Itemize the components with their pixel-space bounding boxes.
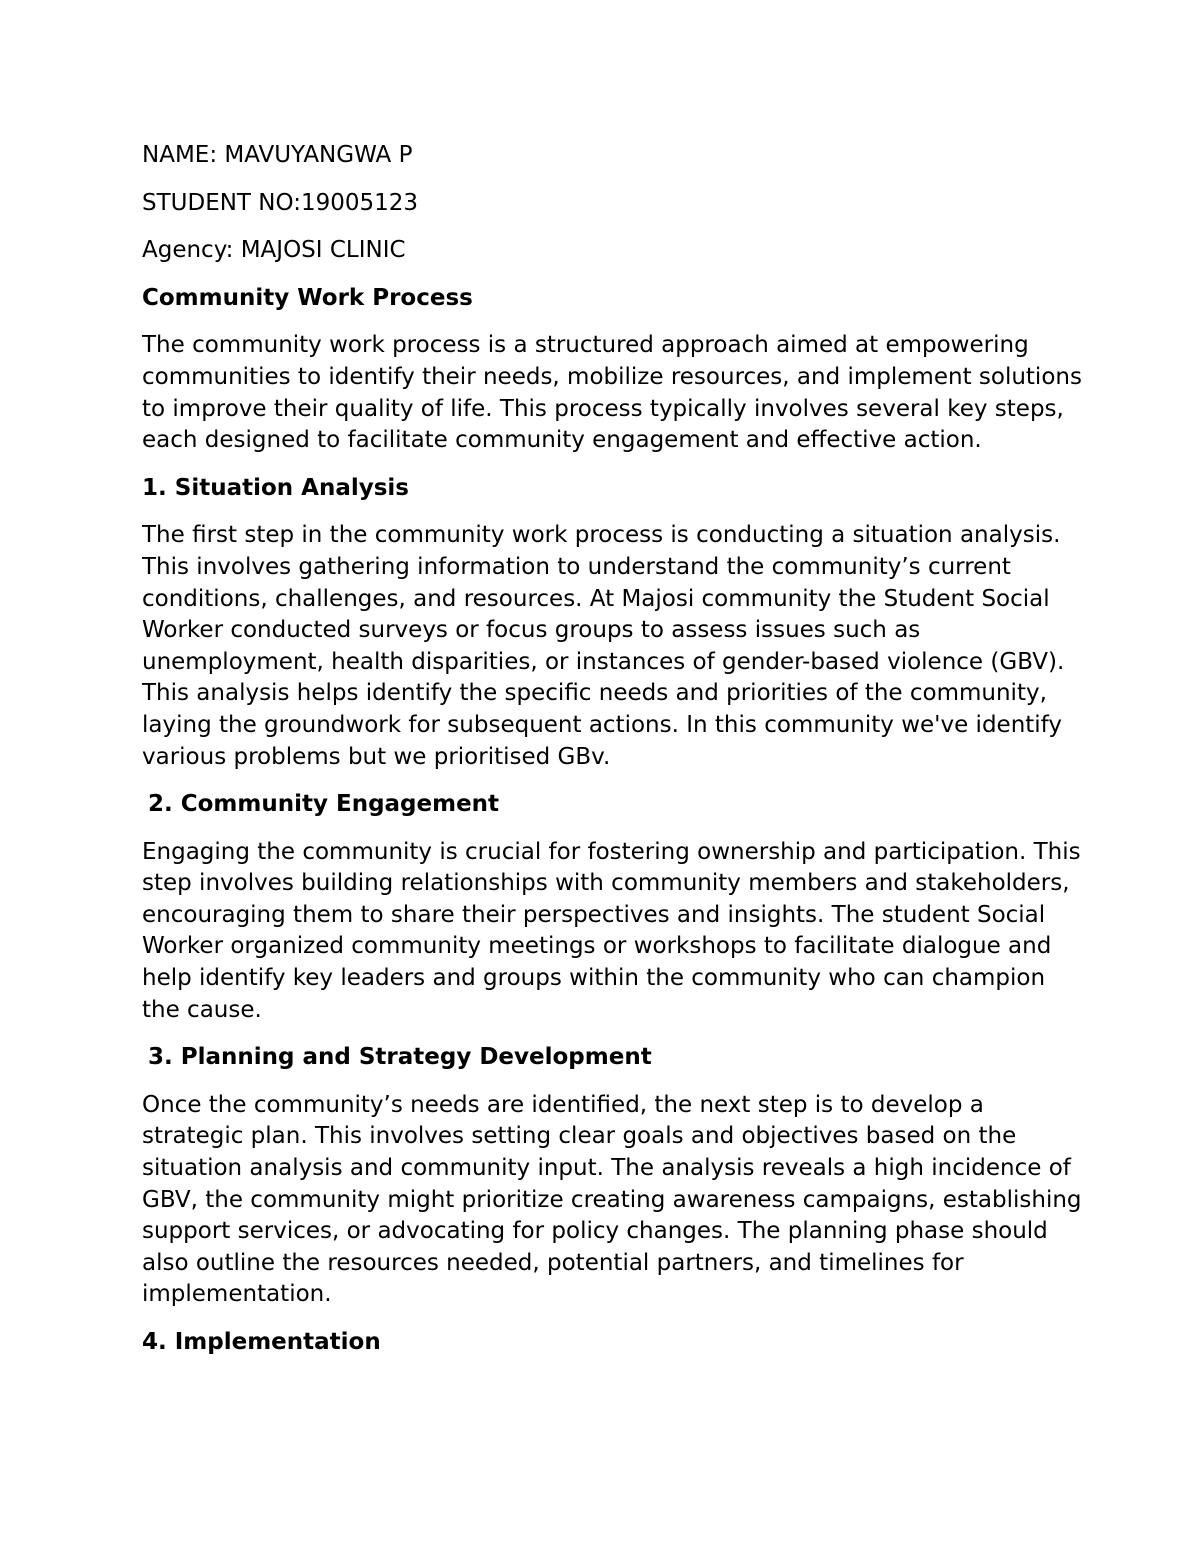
section-body-community-engagement: Engaging the community is crucial for fostering ownership and participation. This step involves building relationships with community members and stakeholders, encouraging them to share their perspectives and insights. The student Social Worker organized community meetings or workshops to facilitate dialogue and help identify key leaders and groups within the community who can champion the cause. [142, 838, 1081, 1023]
section-heading-situation-analysis: 1. Situation Analysis [142, 474, 409, 501]
document-body [142, 140, 1082, 1375]
section-heading-community-engagement: 2. Community Engagement [148, 791, 500, 818]
section-heading-planning-strategy: 3. Planning and Strategy Development [148, 1044, 652, 1071]
agency-line: Agency: MAJOSI CLINIC [142, 237, 406, 264]
student-name-line: NAME: MAVUYANGWA P [142, 142, 413, 168]
section-body-planning-strategy: Once the community’s needs are identified, the next step is to develop a strategic plan. This involves setting clear goals and objectives based on the situation analysis and community input. The analysis reveals a high incidence of GBV, the community might prioritize creating awareness campaigns, establishing support services, or advocating for policy changes. The planning phase should also outline the resources needed, potential partners, and timelines for implementation. [142, 1091, 1082, 1308]
section-heading-implementation: 4. Implementation [142, 1329, 381, 1355]
document-title: Community Work Process [142, 284, 473, 311]
section-body-situation-analysis: The first step in the community work process is conducting a situation analysis. This involves gathering information to understand the community’s current conditions, challenges, and resources. At Majosi community the Student Social Worker conducted surveys or focus groups to assess issues such as unemployment, health disparities, or instances of gender-based violence (GBV). This analysis helps identify the specific needs and priorities of the community, laying the groundwork for subsequent actions. In this community we've identify various problems but we prioritised GBv. [142, 522, 1065, 770]
intro-paragraph: The community work process is a structured approach aimed at empowering communities to identify their needs, mobilize resources, and implement solutions to improve their quality of life. This process typically involves several key steps, each designed to facilitate community engagement and effective action. [142, 332, 1082, 454]
student-number-line: STUDENT NO:19005123 [142, 189, 419, 216]
